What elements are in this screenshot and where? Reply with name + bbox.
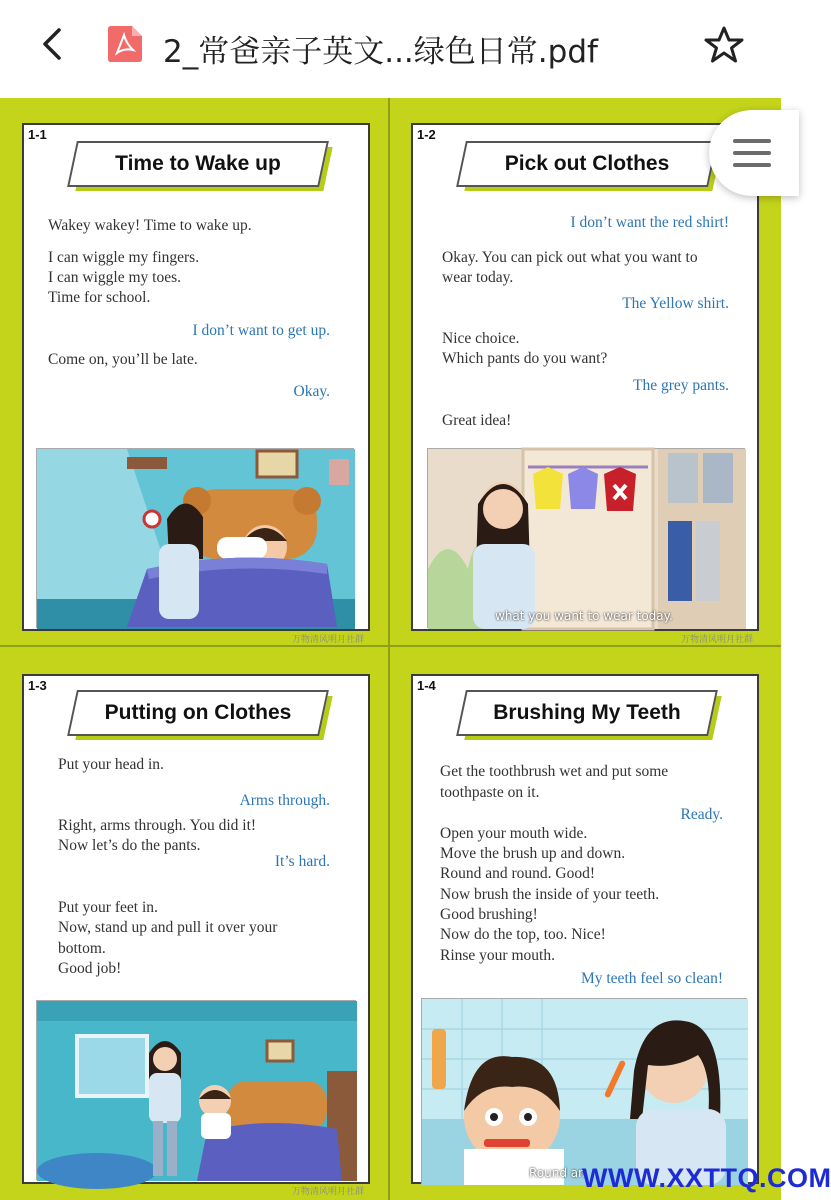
site-watermark: WWW.XXTTQ.COM xyxy=(582,1163,831,1193)
page-heading xyxy=(72,141,324,187)
text-line: I don’t want the red shirt! xyxy=(570,214,729,231)
page-divider xyxy=(0,645,781,647)
illustration-bathroom xyxy=(421,998,747,1184)
text-line: Get the toothbrush wet and put some xyxy=(440,763,669,780)
pdf-page xyxy=(22,674,370,1197)
page-title: Putting on Clothes xyxy=(104,701,292,724)
text-line: Okay. You can pick out what you want to xyxy=(442,249,698,266)
page-title: Brushing My Teeth xyxy=(493,701,681,724)
page-heading xyxy=(72,690,324,736)
text-line: I don’t want to get up. xyxy=(192,322,330,339)
page-heading xyxy=(461,690,713,736)
text-line: The grey pants. xyxy=(633,377,729,394)
text-line: Great idea! xyxy=(442,412,512,429)
text-line: Which pants do you want? xyxy=(442,350,608,367)
page-title: Time to Wake up xyxy=(115,152,281,175)
text-line: Rinse your mouth. xyxy=(440,947,555,964)
document-title: 2_常爸亲子英文...绿色日常.pdf xyxy=(163,34,598,70)
text-line: Now do the top, too. Nice! xyxy=(440,926,606,943)
text-line: Arms through. xyxy=(239,792,330,809)
text-line: My teeth feel so clean! xyxy=(580,970,723,987)
text-line: Nice choice. xyxy=(442,330,520,347)
watermark: 万物清风明月社群 xyxy=(291,1187,364,1197)
pdf-page xyxy=(22,123,370,645)
page-number: 1-2 xyxy=(417,127,436,142)
page-heading xyxy=(461,141,713,187)
favorite-button[interactable] xyxy=(703,24,745,66)
text-line: Open your mouth wide. xyxy=(440,825,588,842)
text-line: toothpaste on it. xyxy=(440,784,540,801)
text-line: Time for school. xyxy=(48,289,151,306)
text-line: Come on, you’ll be late. xyxy=(48,351,198,368)
page-number: 1-1 xyxy=(28,127,47,142)
text-line: Ready. xyxy=(680,806,723,823)
text-line: Move the brush up and down. xyxy=(440,845,626,862)
pdf-page xyxy=(411,674,759,1184)
illustration-wardrobe xyxy=(427,448,745,628)
text-line: I can wiggle my toes. xyxy=(48,269,182,286)
chevron-left-icon xyxy=(39,27,65,61)
text-line: Now let’s do the pants. xyxy=(58,837,201,854)
menu-button[interactable] xyxy=(709,110,799,196)
illustration-bedroom xyxy=(36,448,354,628)
text-line: I can wiggle my fingers. xyxy=(48,249,200,266)
page-number: 1-3 xyxy=(28,678,47,693)
watermark: 万物清风明月社群 xyxy=(680,635,753,645)
text-line: Okay. xyxy=(293,383,330,400)
text-line: Good brushing! xyxy=(440,906,538,923)
text-line: Put your feet in. xyxy=(58,899,158,916)
video-caption: Round an xyxy=(529,1166,586,1180)
pdf-icon xyxy=(108,26,142,62)
video-caption: what you want to wear today. xyxy=(495,609,673,623)
menu-icon xyxy=(733,139,771,143)
back-button[interactable] xyxy=(32,22,72,66)
text-line: It’s hard. xyxy=(274,853,330,870)
page-title: Pick out Clothes xyxy=(504,152,670,175)
pdf-page xyxy=(411,123,759,645)
text-line: Right, arms through. You did it! xyxy=(58,817,257,834)
text-line: Put your head in. xyxy=(58,756,164,773)
text-line: Now brush the inside of your teeth. xyxy=(440,886,660,903)
text-line: Wakey wakey! Time to wake up. xyxy=(48,217,252,234)
page-number: 1-4 xyxy=(417,678,436,693)
text-line: wear today. xyxy=(442,269,514,286)
text-line: Round and round. Good! xyxy=(440,865,595,882)
page-divider xyxy=(388,98,390,1200)
text-line: bottom. xyxy=(58,940,106,957)
text-line: Now, stand up and pull it over your xyxy=(58,919,278,936)
top-bar xyxy=(0,0,781,98)
pdf-viewer[interactable] xyxy=(0,98,781,1200)
text-line: The Yellow shirt. xyxy=(622,295,729,312)
star-icon xyxy=(703,24,745,66)
text-line: Good job! xyxy=(58,960,122,977)
illustration-kids-room xyxy=(36,1000,356,1180)
watermark: 万物清风明月社群 xyxy=(291,635,364,645)
